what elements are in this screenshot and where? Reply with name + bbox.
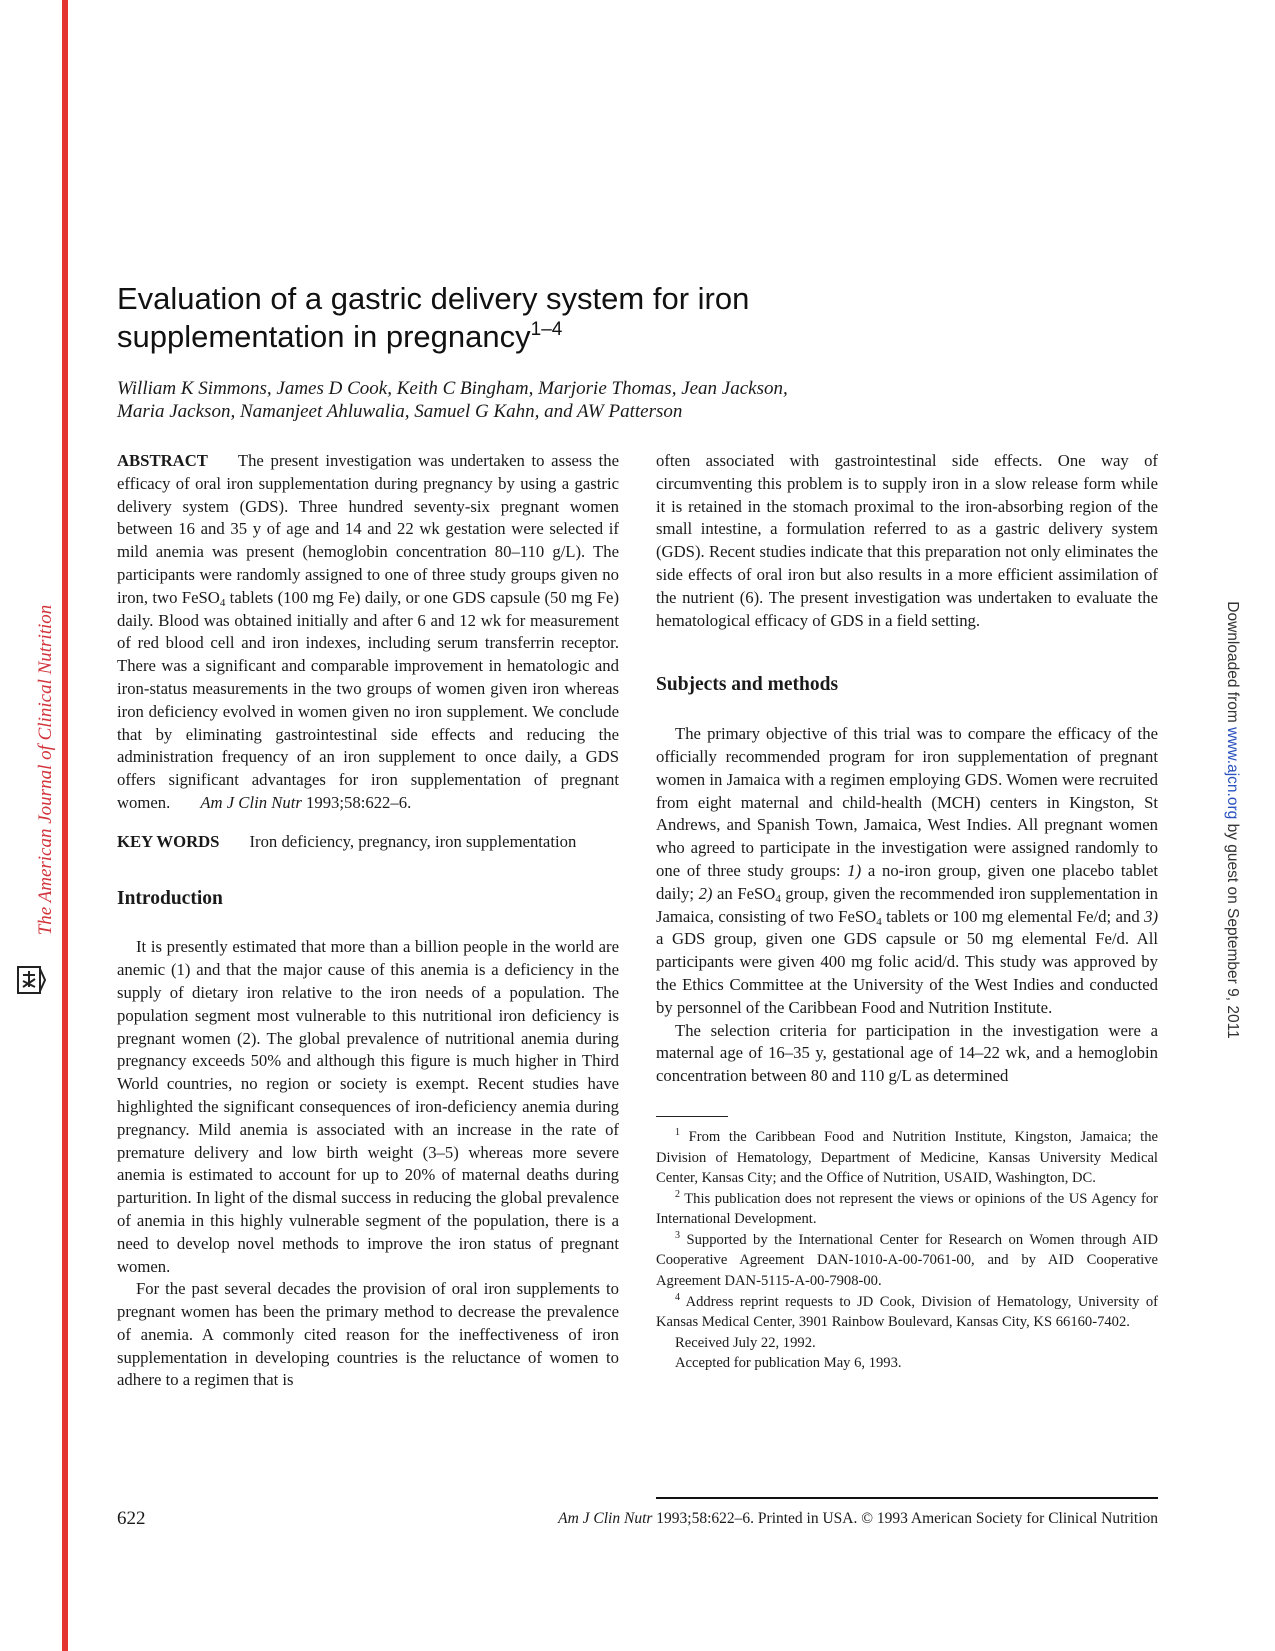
footnote-3-mark: 3 (675, 1230, 680, 1242)
right-column (656, 450, 1158, 1374)
footnote-4-mark: 4 (675, 1291, 680, 1303)
abstract-citation-rest: 1993;58:622–6. (301, 792, 412, 812)
left-column (117, 450, 619, 1392)
list-number-1: 1) (847, 860, 862, 880)
accepted-date: Accepted for publication May 6, 1993. (675, 1355, 902, 1372)
footnote-4 (656, 1292, 1158, 1333)
keywords-label: KEY WORDS (117, 831, 220, 851)
page-number: 622 (117, 1508, 146, 1529)
introduction-paragraph-2-continued: often associated with gastrointestinal side effects. One way of circumventing this problem is to supply iron in a slow release form while it is retained in the stomach proximal to the iron-absorbing region of the small intestine, a formulation referred to as a gastric delivery system (GDS). Recent studies indicate that this preparation not only eliminates the side effects of oral iron but also results in a more efficient assimilation of the nutrient (6). The present investigation was undertaken to evaluate the hematological efficacy of GDS in a field setting. (656, 451, 1158, 630)
download-link[interactable]: www.ajcn.org (1224, 727, 1241, 820)
footnote-2-mark: 2 (675, 1188, 680, 1200)
download-suffix: by guest on September 9, 2011 (1224, 819, 1241, 1039)
introduction-heading: Introduction (117, 887, 223, 909)
methods-heading: Subjects and methods (656, 674, 839, 696)
footer-citation-journal: Am J Clin Nutr (558, 1510, 653, 1527)
methods-subscript-1: 4 (775, 892, 781, 905)
methods-text-b: a no-iron group, given one placebo tablet daily; (656, 860, 1158, 903)
footnote-3 (656, 1230, 1158, 1292)
authors-line-2: Maria Jackson, Namanjeet Ahluwalia, Samuel G Kahn, and AW Patterson (117, 401, 683, 422)
keywords (117, 831, 619, 854)
methods-paragraph-1 (656, 723, 1158, 1019)
footnote-3-text: Supported by the International Center for Research on Women through AID Cooperative Agreement DAN-1010-A-00-7061-00, and by AID Cooperative Agreement DAN-5115-A-00-7908-00. (656, 1231, 1158, 1290)
footnote-4-text: Address reprint requests to JD Cook, Division of Hematology, University of Kansas Medical Center, 3901 Rainbow Boulevard, Kansas City, KS 66160-7402. (656, 1293, 1158, 1331)
download-notice (1223, 601, 1241, 1038)
methods-text-f: a GDS group, given one GDS capsule or 50 mg elemental Fe/d. All participants were given 400 mg folic acid/d. This study was approved by the Ethics Committee at the University of the West Indies and conducted by personnel of the Caribbean Food and Nutrition Institute. (656, 929, 1158, 1017)
methods-text-c: an FeSO (712, 883, 776, 903)
journal-logo-icon (16, 965, 46, 995)
footnote-1 (656, 1127, 1158, 1189)
footnotes (656, 1127, 1158, 1374)
footer-divider (656, 1497, 1158, 1499)
introduction-paragraph-1: It is presently estimated that more than a billion people in the world are anemic (1) and that the major cause of this anemia is a deficiency in the supply of dietary iron relative to the iron needs of a population. The population segment most vulnerable to this nutritional iron deficiency is pregnant women (2). The global prevalence of nutritional anemia during pregnancy exceeds 50% and although this figure is much higher in Third World countries, no region or society is exempt. Recent studies have highlighted the significant consequences of iron-deficiency anemia during pregnancy. Mild anemia is associated with an increase in the rate of premature delivery and low birth weight (3–5) whereas more severe anemia is estimated to account for up to 20% of maternal deaths during parturition. In light of the dismal success in reducing the global prevalence of anemia in this highly vulnerable segment of the population, there is a need to develop novel methods to improve the iron status of pregnant women. (117, 937, 619, 1276)
abstract-citation-journal: Am J Clin Nutr (200, 792, 302, 812)
footnote-1-text: From the Caribbean Food and Nutrition Institute, Kingston, Jamaica; the Division of Hematology, Department of Medicine, Kansas University Medical Center, Kansas City; and the Office of Nutrition, USAID, Washington, DC. (656, 1128, 1158, 1187)
abstract-text-b: tablets (100 mg Fe) daily, or one GDS capsule (50 mg Fe) daily. Blood was obtained initially and after 6 and 12 wk for measurement of red blood cell and iron indexes, including serum transferrin receptor. There was a significant and comparable improvement in hematologic and iron-status measurements in the two groups of women given iron whereas iron deficiency evolved in women given no iron supplement. We conclude that by eliminating gastrointestinal side effects and reducing the administration frequency of an iron supplement to once daily, a GDS offers significant advantages for iron supplementation of pregnant women. (117, 587, 620, 812)
abstract-subscript: 4 (219, 596, 226, 609)
methods-paragraph-2: The selection criteria for participation in the investigation were a maternal age of 16–35 y, gestational age of 14–22 wk, and a hemoglobin concentration between 80 and 110 g/L as determined (656, 1020, 1158, 1086)
abstract (117, 450, 619, 815)
abstract-label: ABSTRACT (117, 451, 208, 470)
introduction-paragraph-2: For the past several decades the provision of oral iron supplements to pregnant women has been the primary method to decrease the prevalence of anemia. A commonly cited reason for the ineffectiveness of iron supplementation in developing countries is the reluctance of women to adhere to a regimen that is (117, 1279, 619, 1390)
abstract-text-a: The present investigation was undertaken to assess the efficacy of oral iron supplementation during pregnancy by using a gastric delivery system (GDS). Three hundred seventy-six pregnant women between 16 and 35 y of age and 14 and 22 wk gestation were selected if mild anemia was present (hemoglobin concentration 80–110 g/L). The participants were randomly assigned to one of three study groups given no iron, two FeSO (117, 451, 619, 607)
methods-text-e: tablets or 100 mg elemental Fe/d; and (881, 906, 1145, 926)
list-number-3: 3) (1144, 906, 1158, 926)
author-list (117, 377, 1017, 423)
authors-line-1: William K Simmons, James D Cook, Keith C Bingham, Marjorie Thomas, Jean Jackson, (117, 378, 788, 399)
title-line-2: supplementation in pregnancy (117, 319, 531, 354)
journal-name-vertical: The American Journal of Clinical Nutrition (35, 604, 56, 936)
list-number-2: 2) (698, 883, 713, 903)
methods-text-a: The primary objective of this trial was to compare the efficacy of the officially recommended program for iron supplementation of pregnant women in Jamaica with a regimen employing GDS. Women were recruited from eight maternal and child-health (MCH) centers in Kingston, St Andrews, and Spanish Town, Jamaica, West Indies. All pregnant women who agreed to participate in the investigation were assigned randomly to one of three study groups: (656, 724, 1158, 880)
title-line-1: Evaluation of a gastric delivery system for iron (117, 281, 750, 316)
keywords-text: Iron deficiency, pregnancy, iron supplementation (249, 831, 577, 851)
footnote-divider (656, 1116, 728, 1117)
footer-citation-rest: 1993;58:622–6. Printed in USA. © 1993 American Society for Clinical Nutrition (652, 1510, 1158, 1527)
footnote-2-text: This publication does not represent the views or opinions of the US Agency for International Development. (656, 1190, 1158, 1228)
methods-subscript-2: 4 (876, 915, 882, 928)
title-footnote-ref: 1–4 (530, 319, 563, 340)
methods-text-d: group, given the recommended iron supplementation in Jamaica, consisting of two FeSO (656, 883, 1158, 926)
received-date: Received July 22, 1992. (675, 1334, 816, 1351)
footnote-2 (656, 1189, 1158, 1230)
download-prefix: Downloaded from (1224, 601, 1241, 728)
footnote-1-mark: 1 (675, 1127, 680, 1139)
article-title (117, 280, 1017, 356)
footer-citation (460, 1510, 1158, 1528)
journal-side-bar (62, 0, 68, 1651)
